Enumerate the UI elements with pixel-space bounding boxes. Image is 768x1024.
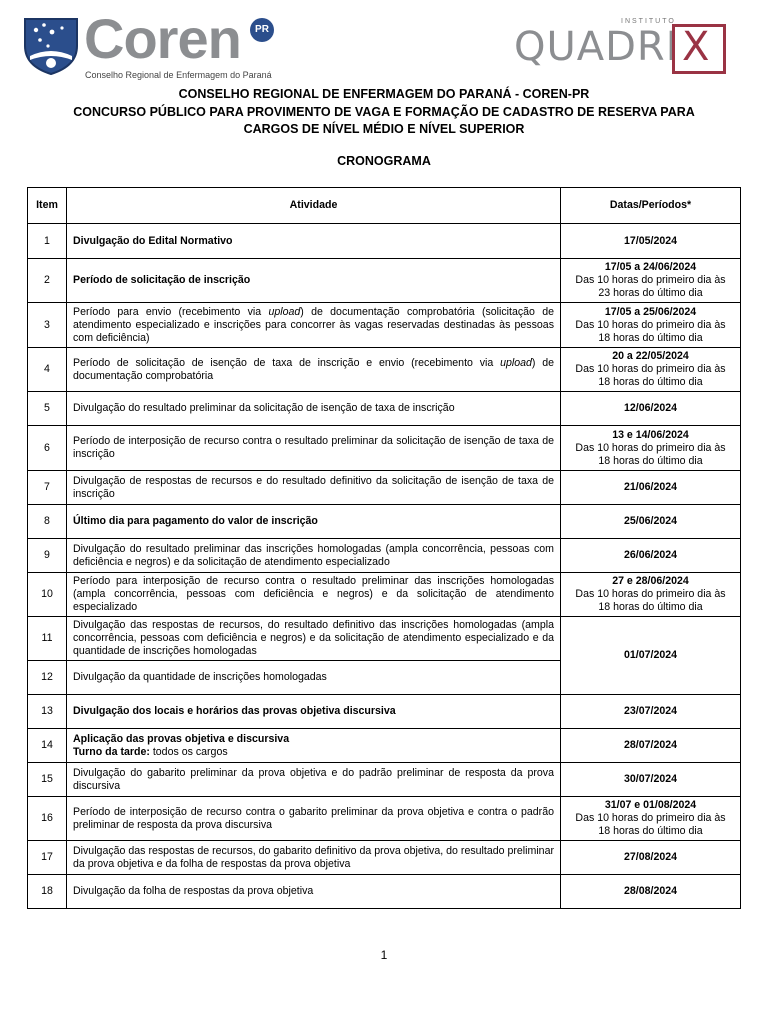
- table-row: [28, 348, 741, 392]
- activity-text: Divulgação dos locais e horários das provas objetiva discursiva: [73, 705, 396, 717]
- date-range: 30/07/2024: [623, 773, 678, 785]
- page-header: [0, 0, 768, 86]
- row-date: [561, 539, 741, 573]
- table-row: [28, 426, 741, 471]
- date-time-end: 18 horas do último dia: [598, 825, 703, 837]
- activity-text-cont: ) de documentação comprobatória: [73, 356, 554, 382]
- activity-text: Período de interposição de recurso contra o gabarito preliminar da prova objetiva e contra o padrão preliminar de resposta da prova discursiva: [73, 805, 554, 831]
- activity-text: Período de solicitação de inscrição: [73, 274, 251, 286]
- table-row: [28, 763, 741, 797]
- row-activity: [67, 224, 561, 259]
- table-row: [28, 875, 741, 909]
- row-activity: [67, 471, 561, 505]
- row-activity: [67, 348, 561, 392]
- date-range: 20 a 22/05/2024: [612, 350, 689, 362]
- activity-emphasis: upload: [268, 305, 301, 318]
- date-range: 21/06/2024: [623, 481, 678, 493]
- table-row: [28, 695, 741, 729]
- title-line-3: CARGOS DE NÍVEL MÉDIO E NÍVEL SUPERIOR: [243, 122, 525, 136]
- activity-text: Divulgação do resultado preliminar da solicitação de isenção de taxa de inscrição: [73, 402, 455, 414]
- table-row: [28, 505, 741, 539]
- date-range: 27/08/2024: [623, 851, 678, 863]
- date-range: 25/06/2024: [623, 515, 678, 527]
- coren-wordmark: Coren: [84, 7, 241, 70]
- header-item: Item: [28, 188, 67, 224]
- row-date: [561, 797, 741, 841]
- row-date: [561, 303, 741, 348]
- date-time-start: Das 10 horas do primeiro dia às: [575, 363, 726, 375]
- row-activity: [67, 505, 561, 539]
- document-titles: [0, 86, 768, 139]
- shield-emblem-icon: [22, 16, 80, 76]
- row-date: [561, 392, 741, 426]
- activity-text: Período para envio (recebimento via: [73, 305, 269, 318]
- title-line-1: CONSELHO REGIONAL DE ENFERMAGEM DO PARANÁ - COREN-PR: [178, 87, 590, 101]
- row-activity: [67, 729, 561, 763]
- table-row: [28, 224, 741, 259]
- table-header-row: [28, 188, 741, 224]
- row-date: [561, 695, 741, 729]
- date-time-start: Das 10 horas do primeiro dia às: [575, 588, 726, 600]
- row-item-number: 15: [28, 763, 67, 797]
- date-range: 28/08/2024: [623, 885, 678, 897]
- header-activity: Atividade: [67, 188, 561, 224]
- page-number: 1: [380, 948, 388, 962]
- activity-text: Último dia para pagamento do valor de inscrição: [73, 515, 318, 527]
- table-row: [28, 617, 741, 661]
- row-activity: [67, 303, 561, 348]
- row-activity: [67, 539, 561, 573]
- date-range: 17/05/2024: [623, 234, 678, 247]
- row-date: [561, 471, 741, 505]
- row-date: [561, 505, 741, 539]
- activity-emphasis: upload: [500, 356, 532, 369]
- table-row: [28, 259, 741, 303]
- date-range: 31/07 e 01/08/2024: [604, 799, 697, 811]
- coren-pr-logo: [22, 7, 272, 80]
- date-time-start: Das 10 horas do primeiro dia às: [575, 812, 726, 824]
- date-range: 17/05 a 25/06/2024: [604, 305, 697, 318]
- date-range: 28/07/2024: [623, 739, 678, 751]
- coren-pr-badge: PR: [250, 18, 274, 42]
- row-activity: [67, 573, 561, 617]
- row-date: [561, 259, 741, 303]
- row-date: [561, 617, 741, 695]
- activity-text: Divulgação do resultado preliminar das inscrições homologadas (ampla concorrência, pessoas com deficiência e negros) e da solicitação de atendimento especializado: [73, 542, 554, 568]
- quadrix-logo: [514, 18, 734, 78]
- row-activity: [67, 259, 561, 303]
- row-item-number: 7: [28, 471, 67, 505]
- activity-text: Divulgação da folha de respostas da prova objetiva: [73, 885, 314, 897]
- date-range: 12/06/2024: [623, 402, 678, 414]
- activity-text: Divulgação das respostas de recursos, do resultado definitivo das inscrições homologadas (ampla concorrência, pessoas com deficiência e negros) e da solicitação de atendimento especializado e da quantidade de inscrições homologadas: [73, 619, 554, 657]
- row-item-number: 11: [28, 617, 67, 661]
- row-item-number: 4: [28, 348, 67, 392]
- row-item-number: 17: [28, 841, 67, 875]
- table-row: [28, 539, 741, 573]
- activity-text-cont: ) de documentação comprobatória (solicitação de atendimento especializado e inscrições para concorrer às vagas reservadas destinadas às pessoas com deficiência): [73, 305, 555, 344]
- row-activity: [67, 841, 561, 875]
- schedule-table: [27, 187, 741, 909]
- row-activity: [67, 426, 561, 471]
- shift-label: Turno da tarde:: [73, 745, 150, 758]
- date-range: 13 e 14/06/2024: [612, 428, 689, 441]
- coren-subtitle: Conselho Regional de Enfermagem do Paraná: [85, 70, 272, 80]
- row-date: [561, 348, 741, 392]
- activity-text: Divulgação de respostas de recursos e do resultado definitivo da solicitação de isenção de taxa de inscrição: [73, 474, 554, 500]
- activity-text: Divulgação do Edital Normativo: [73, 234, 233, 247]
- quadrix-wordmark: QUADRI: [514, 24, 679, 70]
- row-item-number: 18: [28, 875, 67, 909]
- title-line-2: CONCURSO PÚBLICO PARA PROVIMENTO DE VAGA E FORMAÇÃO DE CADASTRO DE RESERVA PARA: [73, 104, 695, 119]
- quadrix-x-letter: X: [682, 24, 710, 70]
- row-date: [561, 426, 741, 471]
- row-date: [561, 573, 741, 617]
- date-range: 17/05 a 24/06/2024: [604, 261, 697, 273]
- row-activity: [67, 695, 561, 729]
- section-title: CRONOGRAMA: [337, 154, 431, 168]
- row-date: [561, 841, 741, 875]
- quadrix-instituto-label: INSTITUTO: [621, 18, 676, 25]
- row-activity: [67, 763, 561, 797]
- date-range: 23/07/2024: [623, 705, 678, 717]
- row-item-number: 6: [28, 426, 67, 471]
- row-item-number: 5: [28, 392, 67, 426]
- row-date: [561, 224, 741, 259]
- activity-text: Divulgação da quantidade de inscrições homologadas: [73, 671, 327, 683]
- row-item-number: 10: [28, 573, 67, 617]
- row-activity: [67, 617, 561, 661]
- table-row: [28, 797, 741, 841]
- date-range: 26/06/2024: [623, 549, 678, 561]
- row-activity: [67, 875, 561, 909]
- table-row: [28, 841, 741, 875]
- table-row: [28, 471, 741, 505]
- row-date: [561, 763, 741, 797]
- table-row: [28, 573, 741, 617]
- date-time-start: Das 10 horas do primeiro dia às: [575, 441, 726, 454]
- date-time-end: 18 horas do último dia: [598, 331, 703, 344]
- row-item-number: 13: [28, 695, 67, 729]
- date-time-start: Das 10 horas do primeiro dia às: [575, 274, 726, 286]
- header-dates: Datas/Períodos*: [561, 188, 741, 224]
- row-item-number: 9: [28, 539, 67, 573]
- activity-text: Período de solicitação de isenção de taxa de inscrição e envio (recebimento via: [73, 356, 501, 369]
- date-time-end: 23 horas do último dia: [598, 287, 703, 299]
- activity-text: Período de interposição de recurso contra o resultado preliminar da solicitação de isenção de taxa de inscrição: [73, 435, 554, 460]
- row-item-number: 2: [28, 259, 67, 303]
- date-time-end: 18 horas do último dia: [598, 454, 703, 467]
- table-row: [28, 729, 741, 763]
- row-activity: [67, 661, 561, 695]
- row-item-number: 1: [28, 224, 67, 259]
- activity-text: Divulgação do gabarito preliminar da prova objetiva e do padrão preliminar de resposta da prova discursiva: [73, 766, 554, 792]
- date-time-end: 18 horas do último dia: [598, 601, 703, 613]
- shift-value: todos os cargos: [149, 745, 228, 758]
- date-range: 27 e 28/06/2024: [612, 575, 689, 587]
- activity-text: Divulgação das respostas de recursos, do gabarito definitivo da prova objetiva, do resultado preliminar da prova objetiva e da folha de respostas da prova objetiva: [73, 844, 554, 870]
- date-time-start: Das 10 horas do primeiro dia às: [575, 318, 726, 331]
- row-activity: [67, 797, 561, 841]
- date-time-end: 18 horas do último dia: [598, 376, 703, 388]
- table-row: [28, 303, 741, 348]
- row-item-number: 8: [28, 505, 67, 539]
- row-item-number: 12: [28, 661, 67, 695]
- activity-text: Período para interposição de recurso contra o resultado preliminar das inscrições homologadas (ampla concorrência, pessoas com deficiência e negros) e da solicitação de atendimento especializado: [73, 575, 554, 613]
- activity-text: Aplicação das provas objetiva e discursiva: [73, 732, 290, 745]
- row-date: [561, 875, 741, 909]
- row-activity: [67, 392, 561, 426]
- row-item-number: 16: [28, 797, 67, 841]
- row-item-number: 14: [28, 729, 67, 763]
- row-item-number: 3: [28, 303, 67, 348]
- date-range: 01/07/2024: [623, 649, 678, 661]
- row-date: [561, 729, 741, 763]
- table-row: [28, 392, 741, 426]
